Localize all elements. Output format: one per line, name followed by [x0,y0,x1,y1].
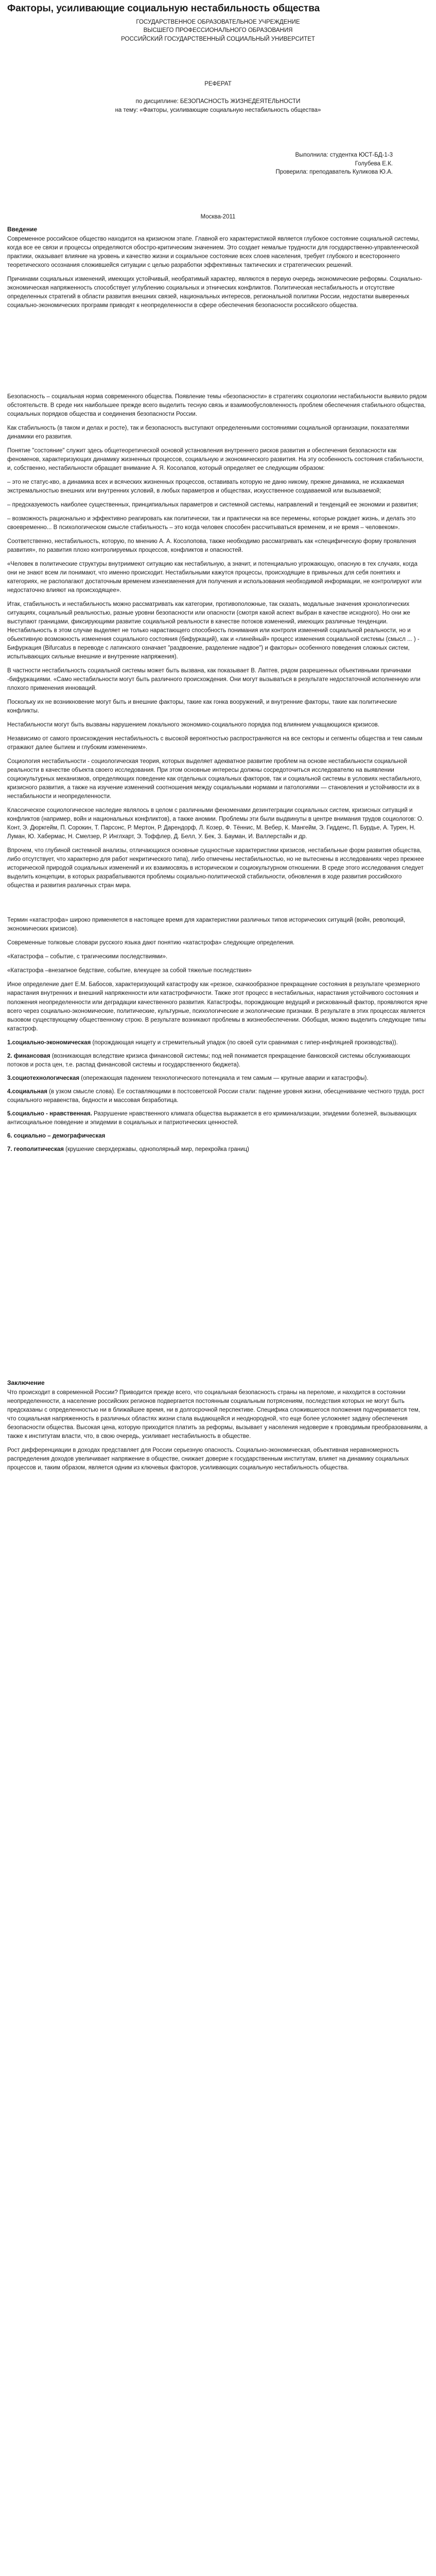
classification-desc: Разрушение нравственного климата общества выражается в его криминализации, эпидемии болезней, вызывающих антисоциальное поведение и эпидемии в социальных и патриотических ценностей. [7,1110,417,1126]
paragraph: «Катастрофа –внезапное бедствие, событие, влекущее за собой тяжелые последствия» [7,968,252,974]
classification-desc: (в узком смысле слова). Ее составляющими в постсоветской России стали: падение уровня жизни, обесценивание честного труда, рост социального неравенства, бедности и массовая безработица. [7,1088,425,1104]
org-line: ВЫСШЕГО ПРОФЕССИОНАЛЬНОГО ОБРАЗОВАНИЯ [143,27,293,34]
classification-term: 3.социотехнологическая [7,1075,80,1081]
classification-desc: (возникающая вследствие кризиса финансовой системы; под ней понимается прекращение банковской системы обслуживающих потоков и роста цен, т.е. распад финансовой системы и государственного бюджета). [7,1053,411,1068]
topic: на тему: «Факторы, усиливающие социальную нестабильность общества» [115,107,321,114]
paragraph: Соответственно, нестабильность, которую, по мнению А. А. Косолопова, также необходимо рассматривать как «специфическую форму проявления развития», по развития плохо контролируемых процессов, конфликтов и опасностей. [7,538,416,553]
paragraph: Независимо от самого происхождения нестабильность с высокой вероятностью распространяются на все секторы и сегменты общества и тем самым отражают далее бытием и глубоким изменением». [7,736,423,751]
classification-list [7,1039,429,1154]
classification-desc: (порождающая нищету и стремительный упадок (по своей сути сравнимая с гипер-инфляцией производства)). [91,1039,398,1046]
org-line: ГОСУДАРСТВЕННОЕ ОБРАЗОВАТЕЛЬНОЕ УЧРЕЖДЕНИЕ [136,19,300,25]
classification-item [7,1074,429,1083]
classification-desc: (опережающая падением технологического потенциала и тем самым — крупные аварии и катастрофы). [79,1075,369,1081]
classification-term: 1.социально-экономическая [7,1039,91,1046]
paragraph: Что происходит в современной России? Приводится прежде всего, что социальная безопасность страны на переломе, и находится в состоянии неопределенности, а население российских регионов подвергается постоянным социальным потрясениям, последствия которых не могут быть предсказаны с определенностью ни в ближайшее время, ни в долгосрочной перспективе. Специфика сложившегося положения подчеркивается тем, что социальная напряженность в различных областях жизни стала выдающейся и неоднородной, что еще более усложняет задачу обеспечения безопасности общества. Высокая цена, которую приходится платить за реформы, вызывает у населения недоверие к проводимым преобразованиям, а также к институтам власти, что, в свою очередь, усиливает нестабильность в обществе. [7,1389,428,1439]
classification-item [7,1132,429,1141]
title-page [7,18,429,222]
intro-heading: Введение [7,225,38,233]
paragraph: «Катастрофа – событие, с трагическими последствиями». [7,954,168,960]
paragraph: Классическое социологическое наследие являлось в целом с различными феноменами дезинтеграции социальных систем, кризисных ситуаций и конфликтов (например, войн и национальных конфликтов), а также аномии. Проблемы эти были выдвинуты в центре внимания трудов социологов: О. Конт, Э. Дюркгейм, П. Сорокин, Т. Парсонс, Р. Мертон, Р. Дарендорф, Л. Козер, Ф. Тённис, М. Вебер, К. Мангейм, Э. Гидденс, П. Бурдье, А. Турен, Н. Луман, Ю. Хабермас, Н. Смелзер, Р. Инглхарт, Э. Тоффлер, Д. Белл, У. Бек, З. Бауман, И. Валлерстайн и др. [7,807,424,840]
classification-term: 7. геополитическая [7,1146,64,1153]
paragraph: – предсказуемость наиболее существенных, принципиальных параметров и системной системы, направлений и тенденций ее экономии и развития; [7,501,418,508]
classification-item [7,1088,429,1105]
paragraph: Рост дифференциации в доходах представляет для России серьезную опасность. Социально-экономическая, объективная неравномерность распределения доходов увеличивает напряжение в обществе, снижает доверие к государственным институтам, влияет на динамику социальных процессов и, таким образом, является одним из ключевых факторов, усиливающих социальную нестабильность общества. [7,1447,409,1471]
author-block [7,151,429,177]
paragraph: Безопасность – социальная норма современного общества. Появление темы «безопасности» в стратегиях социологии нестабильности выявило рядом обстоятельств. В среде них наибольшее прежде всего выделить тесную связь и взаимообусловленность проблем обеспечения стабильного общества, социальных порядков общества и соединения безопасности России. [7,393,427,417]
classification-item [7,1110,429,1127]
classification-term: 6. социально – демографическая [7,1132,106,1139]
paragraph: – это не статус-кво, а динамика всех и всяческих жизненных процессов, оставивать которую не даню никому, прежне динамика, не искажаемая экстремальностью внешних или внутренних условий, в любых параметров и обществах, искусственное создаваемой или вызываемой; [7,479,405,494]
org-block [7,18,429,44]
paragraph: Впрочем, что глубиной системной анализы, отличающихся основные сущностные характеристики кризисов, нестабильные форм развития общества, либо отсутствует, что характерно для работ некритического типа), либо отмечены нестабильностью, но не вытеснены в исследованиях через прежнее исторической природой социальных изменений и их взаимосвязь в историческом и социокультурном отношении. В среде этого исследования следует выделить концепции, в которых разрабатываются проблемы социально-политической стабильности, обновления в ходе развития российского общества и развития различных стран мира. [7,848,424,889]
page-title: Факторы, усиливающие социальную нестабильность общества [7,3,320,14]
conclusion-heading: Заключение [7,1379,45,1386]
author-line: Проверила: преподаватель Куликова Ю.А. [275,169,393,176]
paragraph: Как стабильность (в таком и делах и росте), так и безопасность выступают определенными состояниями социальной организации, показателями динамики его развития. [7,425,409,440]
city-year: Москва-2011 [200,213,236,220]
paragraph: – возможность рационально и эффективно реагировать как политически, так и практически на все перемены, которые рождает жизнь, и делать это своевременно... В психологическом смысле стабильность – это когда человек способен рассчитываться временем, и не время – человеком». [7,515,416,531]
org-line: РОССИЙСКИЙ ГОСУДАРСТВЕННЫЙ СОЦИАЛЬНЫЙ УНИВЕРСИТЕТ [121,36,315,43]
classification-item [7,1052,429,1070]
paragraph: Социология нестабильности - социологическая теория, которых выделяет адекватное развитие проблем на основе нестабильности социальной реальности в качестве объекта своего исследования. При этом основные интересы должны сосредоточиться исследователю на выявлении социокультурных механизмов, определяющих поведение как отдельных социальных факторов, так и социальной системы в условиях нестабильного, кризисного развития, а также на изучение изменений соотношения между социальными нормами и патологиями — становления и устойчивости их в нестабильности и неопределенности. [7,758,422,800]
paragraph: «Человек в политические структуры внутриимеют ситуацию как нестабильную, а значит, и потенциально угрожающую, опасную в тех случаях, когда они не знают всем ли понимают, что именно происходит. Нестабильными кажутся процессы, происходящие в привычных для себя понятиях и категориях, не располагают достаточным временем изнеизменения для получения и использования необходимой информации, не контролируют или недостаточно влияют на происходящее». [7,561,422,594]
discipline: по дисциплине: БЕЗОПАСНОСТЬ ЖИЗНЕДЕЯТЕЛЬНОСТИ [135,98,301,105]
paragraph: В частности нестабильность социальной системы может быть вызвана, как показывает В. Лаптев, рядом разрешенных объективными причинами -бифуркациями. «Само нестабильности могут быть различного происхождения. Они могут вызываться в результате недостаточной исполненную или плохого применения инноваций. [7,668,421,692]
paragraph: Нестабильности могут быть вызваны нарушением локального экономико-социального порядка под влиянием учащающихся кризисов. [7,722,379,728]
catastrophe-section [7,916,429,975]
paragraph: Современные толковые словари русского языка дают понятию «катастрофа» следующие определения. [7,940,295,946]
paragraph: Поскольку их не возникновение могут быть и внешние факторы, такие как гонка вооружений, и внутренние факторы, такие как политические конфликты. [7,699,397,715]
classification-desc: (крушение сверхдержавы, однополярный мир, перекройка границ) [63,1146,249,1153]
author-line: Выполнила: студентка ЮСТ-БД-1-3 [295,151,393,158]
main-section [7,393,429,891]
document-body [7,226,429,1472]
paragraph: Иное определение дает Е.М. Бабосов, характеризующий катастрофу как «резкое, скачкообразное прекращение состояния в результате чрезмерного нарастания внутренних и внешний напряженности или катастрофичности. Также этот процесс в нестабильных, нарастания устойчивого состояния и положения неопределенности или деградации качественного развития. Катастрофы, порождающие ведущий и рискованный фактор, проявляются ярче всего через социально-экономические, политические, культурные, психологические и экологические признаки. В результате в этих процессах является вызовом существующему общественному строю. В результате возникают проблемы в жизнеобеспечении. Обобщая, можно выделить следующие типы катастроф. [7,981,428,1032]
classification-term: 2. финансовая [7,1053,50,1059]
author-line: Голубева Е.К. [355,160,393,167]
paragraph: Итак, стабильность и нестабильность можно рассматривать как категории, противоположные, так сказать, модальные значения хронологических ситуациях, социальный реальностью, разные уровни безопасности или опасности (смотря какой аспект выбран в качестве исходного). Но они же выступают границами, фиксирующими развитие социальной реальности в качестве потоков изменений, имеющих различные тенденции. Нестабильность в этом случае выделяет не только нарастающего способность понимания или контроля изменений социальной реальности, но и обьективную возможность изменения социального состояния (бифуркаций), как и «линейный» процесс изменения социальной системы (смысл ... ) - Бифуркация (Bifurcatus в переводе с латинского означает "раздвоение, разделение надвое") и факторы» особенного поведения сложных систем, испытывающих сильные внешние и внутренние напряжения). [7,601,420,660]
paragraph: Причинами социальных изменений, имеющих устойчивый, необратимый характер, являются в первую очередь экономические реформы. Социально-экономическая напряженность способствует углублению социальных и этнических конфликтов. Политическая нестабильность и отсутствие определенных стратегий в области развития внешних связей, национальных интересов, региональной политики России, недостатки выверенных социально-экономических программ приводят к неопределенности в сфере обеспечения безопасности российского общества. [7,276,423,309]
classification-item [7,1145,429,1154]
classification-term: 4.социальная [7,1088,47,1095]
classification-term: 5.социально - нравственная. [7,1110,92,1117]
paragraph: Понятие "состояние" служит здесь общетеоретической основой установления внутреннего рисков развития и обеспечения безопасности как феноменов, характеризующих динамику жизненных процессов, социальную и экономического развития. На эту особенность состояния стабильности, и, собственно, нестабильности обращает внимание А. Я. Косолапов, который определяет ее следующим образом: [7,447,424,471]
doc-type: РЕФЕРАТ [204,80,232,87]
classification-item [7,1039,429,1047]
paragraph: Современное российское общество находится на кризисном этапе. Главной его характеристикой является глубокое состояние социальной системы, когда все ее связи и процессы определяются обостро-критическим значением. Это создает немалые трудности для государственно-управленческой практики, оказывает влияние на уровень и качество жизни и социальное состояние всех слоев населения, требует глубокого и всестороннего теоретического осознания сложившейся ситуации с целью разработки эффективных тактических и стратегических решений. [7,235,420,268]
paragraph: Термин «катастрофа» широко применяется в настоящее время для характеристики различных типов исторических ситуаций (войн, революций, экономических кризисов). [7,917,406,933]
